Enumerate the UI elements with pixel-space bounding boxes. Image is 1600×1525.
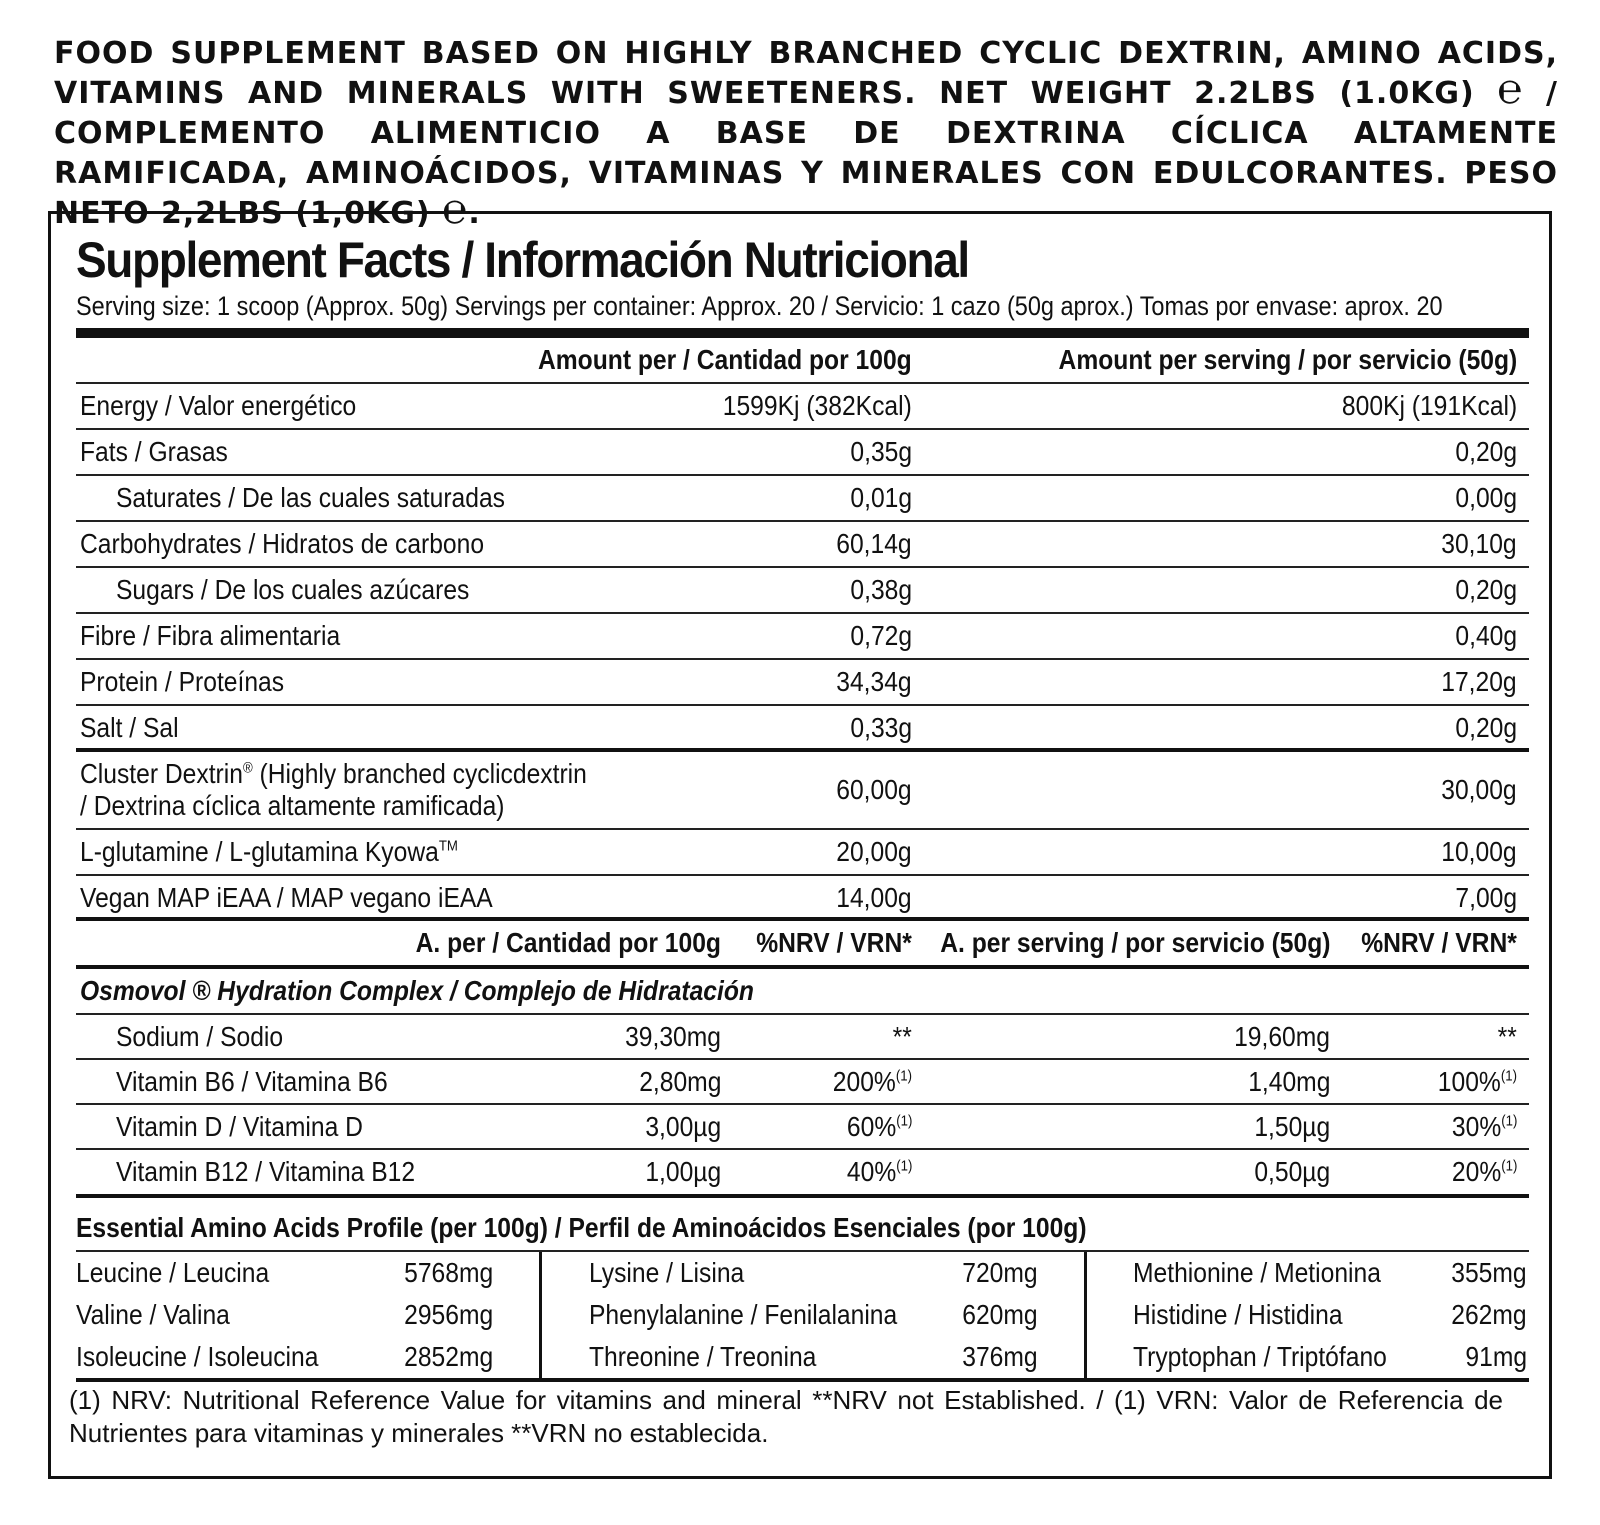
active-ingredient-row	[76, 830, 1529, 876]
nutrient-label: Saturates / De las cuales saturadas	[116, 482, 505, 513]
nutrient-label: Energy / Valor energético	[80, 390, 357, 421]
serving-info: Serving size: 1 scoop (Approx. 50g) Servings per container: Approx. 20 / Servicio: 1 cazo (50g aprox.) Tomas por envase: aprox. 20	[76, 291, 1443, 321]
nutrient-serving: 800Kj (191Kcal)	[1341, 390, 1517, 421]
nutrient-label: Sugars / De los cuales azúcares	[116, 574, 470, 605]
nutrient-serving: 0,20g	[1455, 436, 1517, 467]
amino-acid-name: Phenylalanine / Fenilalanina	[589, 1299, 898, 1330]
nutrient-row	[76, 706, 1529, 752]
nutrient-row	[76, 430, 1529, 476]
section-divider-4	[76, 1378, 1529, 1382]
nutrient-label: Fibre / Fibra alimentaria	[80, 620, 341, 651]
active-serving: 10,00g	[1441, 836, 1517, 867]
active-per100: 14,00g	[836, 882, 912, 913]
vitamin-label: Vitamin B12 / Vitamina B12	[116, 1156, 416, 1187]
vit-per100-header: A. per / Cantidad por 100g	[415, 927, 721, 958]
nutrient-serving: 17,20g	[1441, 666, 1517, 697]
vitamin-row	[76, 1015, 1529, 1060]
amino-acid-name: Methionine / Metionina	[1133, 1257, 1381, 1288]
active-ingredient-row	[76, 752, 1529, 830]
nutrient-per100: 0,33g	[850, 712, 912, 743]
vitamin-header-row	[76, 921, 1529, 969]
nutrient-per100: 60,14g	[836, 528, 912, 559]
column-header-row	[76, 338, 1529, 384]
active-per100: 20,00g	[836, 836, 912, 867]
nutrient-row	[76, 568, 1529, 614]
nutrient-serving: 0,00g	[1455, 482, 1517, 513]
nutrient-row	[76, 384, 1529, 430]
col-per100-header: Amount per / Cantidad por 100g	[538, 344, 912, 375]
nutrient-per100: 0,01g	[850, 482, 912, 513]
vitamin-nrv-serving: 30%$^{(1)}$	[1451, 1111, 1517, 1142]
vitamin-nrv100: 60%$^{(1)}$	[846, 1111, 912, 1142]
vitamin-label: Sodium / Sodio	[116, 1021, 284, 1052]
eaa-grid	[76, 1250, 1529, 1378]
amino-acid-value: 376mg	[962, 1341, 1038, 1372]
nutrient-row	[76, 476, 1529, 522]
vit-serving-header: A. per serving / por servicio (50g)	[939, 927, 1330, 958]
vitamin-nrv100: 200%$^{(1)}$	[832, 1066, 912, 1097]
thick-divider	[76, 328, 1529, 338]
amino-acid-value: 720mg	[962, 1257, 1038, 1288]
active-per100: 60,00g	[836, 774, 912, 805]
panel-title: Supplement Facts / Información Nutricional	[76, 232, 969, 288]
vitamin-per100: 3,00µg	[645, 1111, 721, 1142]
estimated-sign-icon: ℮	[1497, 64, 1524, 113]
nutrient-serving: 0,20g	[1455, 574, 1517, 605]
nutrient-label: Salt / Sal	[80, 712, 179, 743]
vitamin-nrv100: 40%$^{(1)}$	[846, 1156, 912, 1187]
amino-acid-value: 620mg	[962, 1299, 1038, 1330]
vitamin-serving: 19,60mg	[1234, 1021, 1330, 1052]
amino-acid-name: Lysine / Lisina	[589, 1257, 745, 1288]
amino-acid-name: Leucine / Leucina	[76, 1257, 270, 1288]
vitamin-serving: 1,40mg	[1247, 1066, 1330, 1097]
osmovol-title-row	[76, 969, 1529, 1015]
amino-acid-name: Threonine / Treonina	[589, 1341, 817, 1372]
vitamin-row	[76, 1060, 1529, 1105]
active-ingredient-row	[76, 876, 1529, 922]
footnote: (1) NRV: Nutritional Reference Value for vitamins and mineral **NRV not Established. / (1) VRN: Valor de Referencia de Nutrientes para vitaminas y minerales **VRN no establecida.	[69, 1385, 1503, 1448]
vitamin-serving: 0,50µg	[1254, 1156, 1330, 1187]
active-label: Cluster Dextrin® (Highly branched cyclicdextrin / Dextrina cíclica altamente ramificada)	[80, 758, 587, 821]
amino-acid-name: Isoleucine / Isoleucina	[76, 1341, 319, 1372]
amino-acid-value: 262mg	[1451, 1299, 1527, 1330]
eaa-column-divider	[1084, 1252, 1087, 1378]
vit-nrv-serving-header: %NRV / VRN*	[1361, 927, 1517, 958]
nutrient-row	[76, 614, 1529, 660]
amino-acid-name: Histidine / Histidina	[1133, 1299, 1343, 1330]
supplement-facts-panel	[48, 211, 1552, 1479]
nutrient-label: Carbohydrates / Hidratos de carbono	[80, 528, 485, 559]
vit-nrv100-header: %NRV / VRN*	[756, 927, 912, 958]
product-description	[54, 34, 1558, 234]
nutrient-per100: 34,34g	[836, 666, 912, 697]
description-spanish: / COMPLEMENTO ALIMENTICIO A BASE DE DEXTRINA CÍCLICA ALTAMENTE RAMIFICADA, AMINOÁCIDOS, VITAMINAS Y MINERALES CON EDULCORANTES. PESO NETO 2,2LBS (1,0KG)	[54, 76, 1558, 231]
osmovol-title: Osmovol ® Hydration Complex / Complejo de Hidratación	[80, 975, 754, 1006]
vitamin-nrv-serving: 100%$^{(1)}$	[1437, 1066, 1517, 1097]
vitamin-label: Vitamin D / Vitamina D	[116, 1111, 363, 1142]
estimated-sign-icon-2: ℮	[442, 184, 469, 233]
nutrient-per100: 0,38g	[850, 574, 912, 605]
vitamin-nrv-serving: **	[1497, 1021, 1517, 1052]
amino-acid-value: 2852mg	[403, 1341, 493, 1372]
vitamin-per100: 39,30mg	[625, 1021, 721, 1052]
amino-acid-value: 91mg	[1465, 1341, 1527, 1372]
nutrient-serving: 30,10g	[1441, 528, 1517, 559]
amino-acid-value: 5768mg	[403, 1257, 493, 1288]
nutrient-label: Fats / Grasas	[80, 436, 228, 467]
active-label: Vegan MAP iEAA / MAP vegano iEAA	[80, 882, 493, 913]
active-label: L-glutamine / L-glutamina Kyowa™	[80, 836, 458, 867]
nutrient-per100: 0,72g	[850, 620, 912, 651]
amino-acid-value: 2956mg	[403, 1299, 493, 1330]
eaa-title: Essential Amino Acids Profile (per 100g) / Perfil de Aminoácidos Esenciales (por 100g)	[76, 1212, 1087, 1243]
nutrient-row	[76, 522, 1529, 568]
amino-acid-value: 355mg	[1451, 1257, 1527, 1288]
nutrient-serving: 0,40g	[1455, 620, 1517, 651]
vitamin-nrv-serving: 20%$^{(1)}$	[1451, 1156, 1517, 1187]
nutrient-row	[76, 660, 1529, 706]
description-end: .	[468, 196, 481, 231]
nutrient-label: Protein / Proteínas	[80, 666, 285, 697]
vitamin-label: Vitamin B6 / Vitamina B6	[116, 1066, 388, 1097]
col-serving-header: Amount per serving / por servicio (50g)	[1058, 344, 1517, 375]
amino-acid-name: Valine / Valina	[76, 1299, 230, 1330]
active-serving: 7,00g	[1455, 882, 1517, 913]
nutrient-serving: 0,20g	[1455, 712, 1517, 743]
nutrient-per100: 1599Kj (382Kcal)	[722, 390, 912, 421]
vitamin-per100: 2,80mg	[638, 1066, 721, 1097]
eaa-column-divider	[539, 1252, 542, 1378]
vitamin-serving: 1,50µg	[1254, 1111, 1330, 1142]
amino-acid-name: Tryptophan / Triptófano	[1133, 1341, 1387, 1372]
vitamin-per100: 1,00µg	[645, 1156, 721, 1187]
vitamin-row	[76, 1105, 1529, 1150]
vitamin-nrv100: **	[892, 1021, 912, 1052]
nutrient-per100: 0,35g	[850, 436, 912, 467]
active-serving: 30,00g	[1441, 774, 1517, 805]
vitamin-row	[76, 1150, 1529, 1195]
description-english: FOOD SUPPLEMENT BASED ON HIGHLY BRANCHED CYCLIC DEXTRIN, AMINO ACIDS, VITAMINS AND MINERALS WITH SWEETENERS. NET WEIGHT 2.2LBS (1.0KG)	[54, 36, 1558, 111]
section-divider-3	[76, 1194, 1529, 1198]
